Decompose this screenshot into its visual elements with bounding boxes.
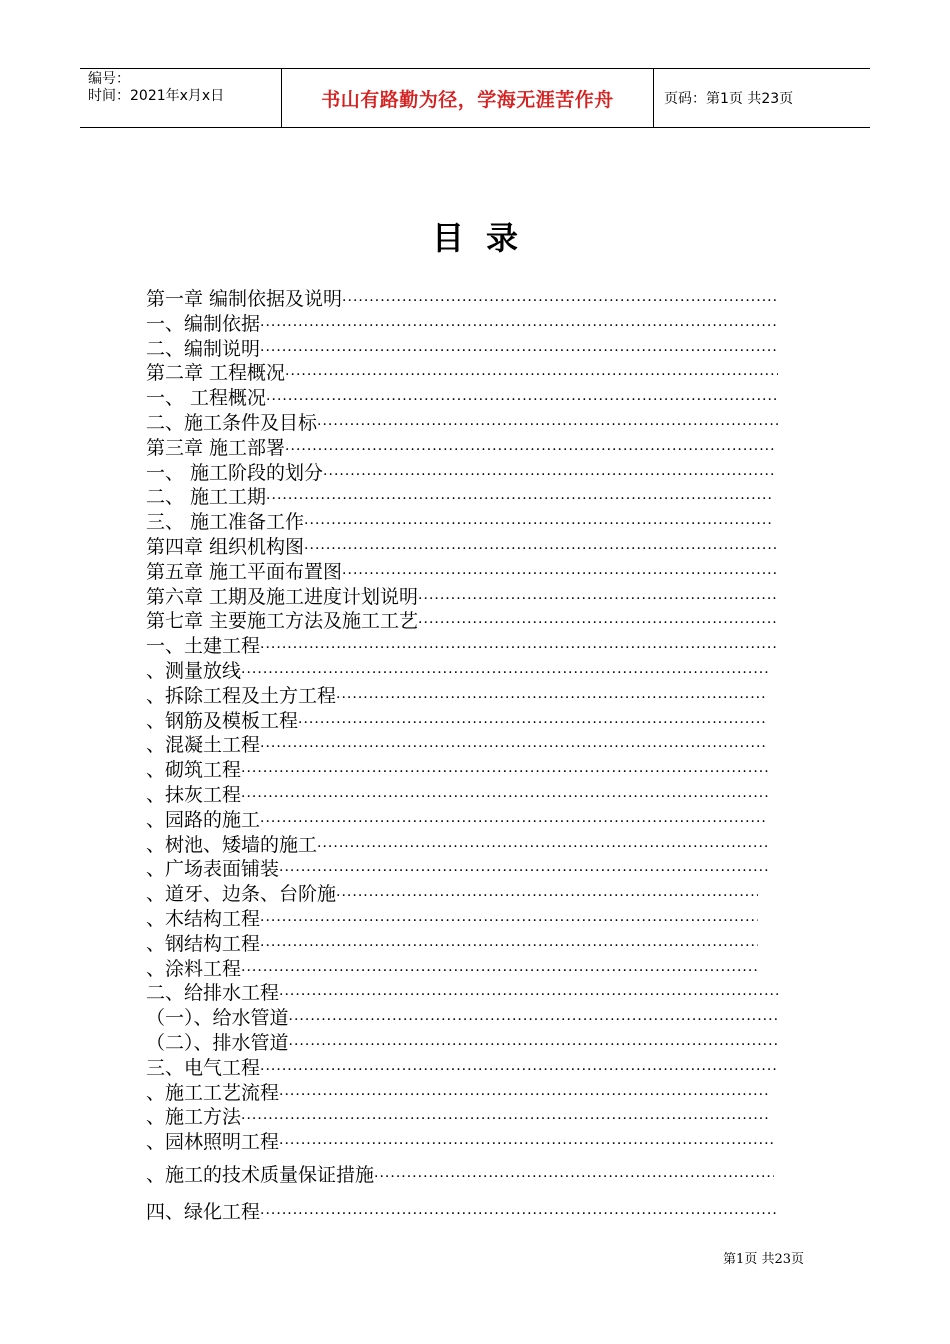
toc-entry: [146, 1006, 778, 1031]
toc-entry-text: 、砌筑工程: [146, 759, 242, 782]
toc-leader-dots: [279, 1083, 768, 1108]
toc-entry-text: 第七章 主要施工方法及施工工艺: [146, 610, 419, 633]
toc-leader-dots: [336, 686, 768, 711]
toc-leader-dots: [241, 785, 768, 810]
toc-entry-text: 二、 施工工期: [146, 486, 267, 509]
toc-entry: [146, 882, 758, 907]
toc-entry-text: （二）、排水管道: [146, 1031, 289, 1054]
table-of-contents: [146, 287, 786, 1224]
toc-entry: [146, 1130, 774, 1155]
toc-entry: [146, 684, 768, 709]
toc-leader-dots: [279, 983, 778, 1008]
toc-leader-dots: [279, 1132, 774, 1157]
toc-entry: [146, 1056, 778, 1081]
toc-leader-dots: [266, 487, 774, 512]
toc-entry-text: 三、 施工准备工作: [146, 511, 305, 534]
toc-entry-text: 第一章 编制依据及说明: [146, 288, 343, 310]
toc-entry: [146, 932, 758, 957]
toc-entry: [146, 361, 778, 386]
toc-entry: [146, 857, 768, 882]
page-footer: 第1页 共23页: [723, 1252, 804, 1267]
toc-entry-text: 、测量放线: [146, 659, 242, 682]
toc-entry-text: 第六章 工期及施工进度计划说明: [146, 585, 419, 608]
toc-entry: [146, 957, 758, 982]
toc-entry: [146, 1081, 768, 1106]
toc-entry-text: 四、绿化工程: [146, 1200, 261, 1223]
page-header: [80, 68, 870, 128]
toc-entry: [146, 709, 768, 734]
toc-entry-text: 第三章 施工部署: [146, 436, 286, 459]
toc-leader-dots: [260, 810, 768, 835]
header-info: [80, 69, 282, 127]
toc-leader-dots: [374, 1165, 774, 1190]
toc-leader-dots: [289, 1008, 778, 1033]
toc-entry: [146, 758, 768, 783]
toc-entry: [146, 833, 768, 858]
toc-leader-dots: [241, 661, 768, 686]
toc-entry-text: 、园路的施工: [146, 808, 261, 831]
toc-entry: [146, 411, 778, 436]
toc-leader-dots: [241, 1107, 768, 1132]
toc-entry-text: 第二章 工程概况: [146, 362, 286, 385]
toc-leader-dots: [285, 363, 778, 388]
toc-entry-text: 、抹灰工程: [146, 783, 242, 806]
toc-entry: [146, 535, 778, 560]
toc-leader-dots: [342, 289, 778, 314]
toc-leader-dots: [266, 388, 778, 413]
toc-entry-text: 一、编制依据: [146, 312, 261, 335]
toc-entry-text: 、施工的技术质量保证措施: [146, 1163, 375, 1186]
toc-entry-text: 、钢筋及模板工程: [146, 709, 299, 732]
toc-entry: [146, 436, 774, 461]
toc-leader-dots: [317, 835, 768, 860]
toc-leader-dots: [304, 512, 774, 537]
page-title: 目录: [431, 219, 540, 257]
toc-leader-dots: [260, 1202, 778, 1227]
toc-entry-text: 第四章 组织机构图: [146, 535, 305, 558]
toc-entry-text: 二、编制说明: [146, 337, 261, 360]
toc-entry-text: 、拆除工程及土方工程: [146, 684, 337, 707]
toc-entry: [146, 585, 778, 610]
toc-entry-text: 二、给排水工程: [146, 982, 280, 1005]
toc-entry: [146, 510, 774, 535]
toc-entry: [146, 634, 778, 659]
toc-entry-text: 、钢结构工程: [146, 932, 261, 955]
toc-entry-text: 、道牙、边条、台阶施: [146, 883, 337, 906]
toc-leader-dots: [336, 884, 758, 909]
toc-leader-dots: [260, 1058, 778, 1083]
toc-leader-dots: [260, 339, 778, 364]
toc-entry-text: 、树池、矮墙的施工: [146, 833, 318, 856]
toc-leader-dots: [298, 711, 768, 736]
toc-entry-text: （一）、给水管道: [146, 1007, 289, 1030]
toc-entry: [146, 733, 768, 758]
toc-entry-text: 、园林照明工程: [146, 1131, 280, 1154]
toc-entry: [146, 609, 778, 634]
toc-leader-dots: [260, 314, 778, 339]
toc-entry-text: 第五章 施工平面布置图: [146, 560, 343, 583]
toc-leader-dots: [418, 611, 778, 636]
toc-leader-dots: [317, 413, 778, 438]
document-number-label: 编号：: [88, 71, 130, 87]
toc-leader-dots: [289, 1033, 778, 1058]
toc-entry-text: 一、 工程概况: [146, 387, 267, 410]
toc-entry-text: 一、 施工阶段的划分: [146, 461, 324, 484]
toc-leader-dots: [279, 859, 768, 884]
toc-entry: [146, 1200, 778, 1225]
toc-entry-text: 、涂料工程: [146, 957, 242, 980]
toc-leader-dots: [241, 760, 768, 785]
toc-entry-text: 一、土建工程: [146, 635, 261, 658]
toc-entry-text: 、木结构工程: [146, 907, 261, 930]
toc-entry-text: 、广场表面铺装: [146, 858, 280, 881]
document-time-label: 时间：2021年x月x日: [88, 88, 225, 104]
toc-entry: [146, 312, 778, 337]
toc-entry: [146, 659, 768, 684]
toc-leader-dots: [260, 636, 778, 661]
toc-entry: [146, 386, 778, 411]
header-motto: 书山有路勤为径，学海无涯苦作舟: [282, 69, 654, 127]
toc-leader-dots: [241, 959, 758, 984]
toc-entry: [146, 337, 778, 362]
header-page-number: 页码：第1页 共23页: [664, 91, 794, 107]
toc-entry: [146, 981, 778, 1006]
toc-leader-dots: [260, 735, 768, 760]
toc-leader-dots: [304, 537, 778, 562]
toc-entry-text: 三、电气工程: [146, 1056, 261, 1079]
toc-entry: [146, 808, 768, 833]
toc-entry: [146, 560, 778, 585]
toc-leader-dots: [285, 438, 774, 463]
toc-entry: [146, 907, 758, 932]
toc-entry: [146, 1105, 768, 1130]
toc-entry: [146, 287, 778, 312]
toc-entry-text: 、混凝土工程: [146, 734, 261, 757]
toc-leader-dots: [260, 934, 758, 959]
toc-leader-dots: [418, 587, 778, 612]
toc-entry: [146, 783, 768, 808]
toc-entry-text: 、施工工艺流程: [146, 1081, 280, 1104]
toc-leader-dots: [342, 562, 778, 587]
toc-entry: [146, 1163, 774, 1188]
toc-entry: [146, 461, 774, 486]
toc-entry: [146, 1031, 778, 1056]
toc-entry-text: 、施工方法: [146, 1106, 242, 1129]
toc-entry-text: 二、施工条件及目标: [146, 411, 318, 434]
toc-entry: [146, 485, 774, 510]
toc-leader-dots: [323, 463, 774, 488]
toc-leader-dots: [260, 909, 758, 934]
